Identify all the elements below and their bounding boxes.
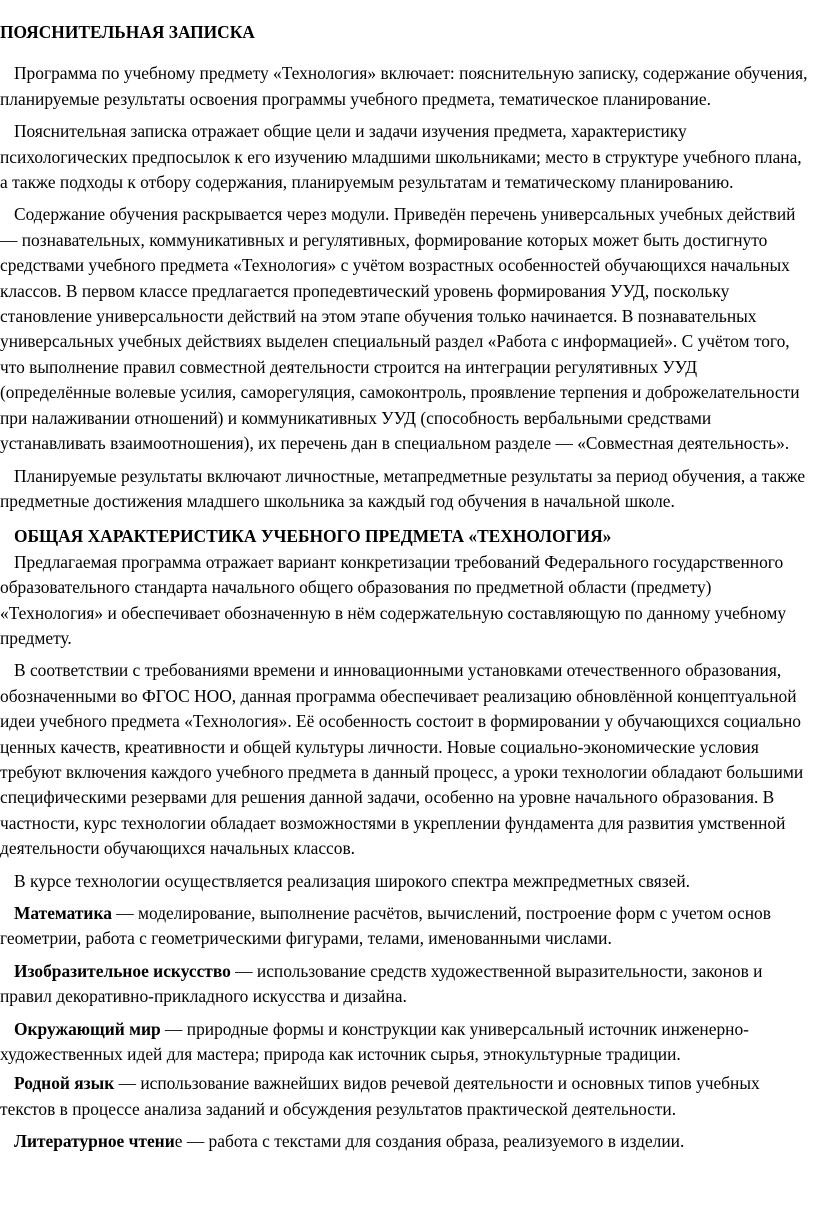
link-item-fine-art	[0, 959, 812, 1010]
link-description: — моделирование, выполнение расчётов, вычислений, построение форм с учетом основ геометрии, работа с геометрическими фигурами, телами, именованными числами.	[0, 903, 771, 949]
section-heading-explanatory-note: ПОЯСНИТЕЛЬНАЯ ЗАПИСКА	[0, 22, 255, 42]
link-term: Окружающий мир	[14, 1018, 161, 1039]
link-term: Литературное чтени	[14, 1131, 175, 1152]
link-description: — использование важнейших видов речевой деятельности и основных типов учебных текстов в процессе анализа заданий и обсуждения результатов практической деятельности.	[0, 1073, 760, 1119]
link-item-native-language	[0, 1071, 812, 1122]
paragraph-fgos-requirements: В соответствии с требованиями времени и инновационными установками отечественного образования, обозначенными во ФГОС НОО, данная программа обеспечивает реализацию обновлённой концептуальной идеи учебного предмета «Технология». Её особенность состоит в формировании у обучающихся социально ценных качеств, креативности и общей культуры личности. Новые социально-экономические условия требуют включения каждого учебного предмета в данный процесс, а уроки технологии обладают большими специфическими резервами для решения данной задачи, особенно на уровне начального образования. В частности, курс технологии обладает возможностями в укреплении фундамента для развития умственной деятельности обучающихся начальных классов.	[0, 660, 804, 859]
link-term: Математика	[14, 903, 112, 923]
paragraph-content-modules: Содержание обучения раскрывается через модули. Приведён перечень универсальных учебных действий — познавательных, коммуникативных и регулятивных, формирование которых может быть достигнуто средствами учебного предмета «Технология» с учётом возрастных особенностей обучающихся начальных классов. В первом классе предлагается пропедевтический уровень формирования УУД, поскольку становление универсальности действий на этом этапе обучения только начинается. В познавательных универсальных учебных действиях выделен специальный раздел «Работа с информацией». С учётом того, что выполнение правил совместной деятельности строится на интеграции регулятивных УУД (определённые волевые усилия, саморегуляция, самоконтроль, проявление терпения и доброжелательности при налаживании отношений) и коммуникативных УУД (способность вербальными средствами устанавливать взаимоотношения), их перечень дан в специальном разделе — «Совместная деятельность».	[0, 204, 800, 454]
paragraph-program-variant: Предлагаемая программа отражает вариант конкретизации требований Федерального государственного образовательного стандарта начального общего образования по предметной области (предмету) «Технология» и обеспечивает обозначенную в нём содержательную составляющую по данному учебному предмету.	[0, 551, 787, 648]
link-description: — использование средств художественной выразительности, законов и правил декоративно-прикладного искусства и дизайна.	[0, 960, 763, 1007]
link-description: — работа с текстами для создания образа, реализуемого в изделии.	[182, 1131, 685, 1152]
paragraph-note-contents: Пояснительная записка отражает общие цели и задачи изучения предмета, характеристику психологических предпосылок к его изучению младшими школьниками; место в структуре учебного плана, а также подходы к отбору содержания, планируемым результатам и тематическому планированию.	[0, 121, 802, 193]
link-item-world-around	[0, 1017, 812, 1068]
paragraph-program-structure: Программа по учебному предмету «Технология» включает: пояснительную записку, содержание обучения, планируемые результаты освоения программы учебного предмета, тематическое планирование.	[0, 63, 808, 109]
paragraph-planned-results: Планируемые результаты включают личностные, метапредметные результаты за период обучения, а также предметные достижения младшего школьника за каждый год обучения в начальной школе.	[0, 465, 806, 511]
link-term: Родной язык	[14, 1073, 115, 1094]
link-term: Изобразительное искусство	[14, 960, 231, 981]
link-description: — природные формы и конструкции как универсальный источник инженерно-художественных идей для мастера; природа как источник сырья, этнокультурные традиции.	[0, 1018, 749, 1065]
link-item-literary-reading	[0, 1129, 812, 1154]
paragraph-interdisciplinary-links: В курсе технологии осуществляется реализация широкого спектра межпредметных связей.	[14, 870, 691, 891]
link-term-tail: е	[174, 1131, 183, 1152]
section-heading-subject-characteristics: ОБЩАЯ ХАРАКТЕРИСТИКА УЧЕБНОГО ПРЕДМЕТА «ТЕХНОЛОГИЯ»	[14, 526, 612, 547]
link-item-math	[0, 901, 812, 952]
